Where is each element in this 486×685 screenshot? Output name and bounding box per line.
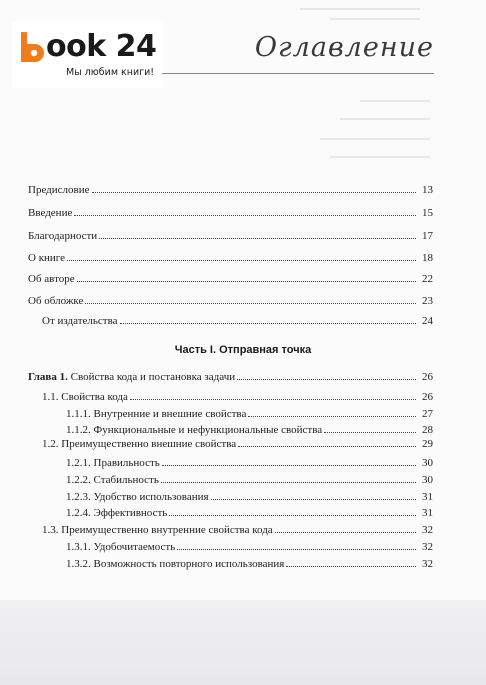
toc-entry-label: О книге (28, 252, 66, 264)
toc-subsection-entry (66, 554, 433, 570)
toc-entry-label: 1.3. Преимущественно внутренние свойства кода (42, 524, 273, 536)
logo-b-mark (20, 32, 46, 64)
toc-entry-page: 23 (422, 295, 433, 307)
toc-section-entry (42, 387, 433, 403)
dot-leader (286, 565, 416, 567)
toc-entry-page: 32 (422, 524, 433, 536)
toc-entry-page: 24 (422, 315, 433, 327)
toc-entry-label: 1.2.3. Удобство использования (66, 491, 209, 503)
toc-entry-label: 1.2.4. Эффективность (66, 507, 168, 519)
dot-leader (324, 431, 416, 433)
page-shadow (0, 600, 486, 685)
toc-section-entry (42, 520, 433, 536)
toc-entry-label: 1.2.2. Стабильность (66, 474, 159, 486)
logo-wordmark: ook 24 (46, 29, 157, 64)
toc-entry-label: 1.1.1. Внутренние и внешние свойства (66, 408, 247, 420)
dot-leader (162, 464, 416, 466)
toc-entry (28, 291, 433, 307)
toc-entry-label: Предисловие (28, 184, 90, 196)
toc-entry-page: 30 (422, 457, 433, 469)
toc-entry-page: 17 (422, 230, 433, 242)
bleed-through-text (300, 8, 420, 10)
bleed-through-text (330, 18, 420, 20)
dot-leader (161, 481, 416, 483)
toc-subsection-entry (66, 537, 433, 553)
toc-entry (28, 203, 433, 219)
dot-leader (237, 378, 416, 380)
toc-entry-label: Об авторе (28, 273, 75, 285)
toc-entry (28, 180, 433, 196)
bleed-through-text (360, 100, 430, 102)
toc-entry-page: 31 (422, 491, 433, 503)
toc-entry-label (28, 371, 235, 383)
dot-leader (85, 302, 416, 304)
toc-entry (28, 226, 433, 242)
toc-subsection-entry (66, 453, 433, 469)
toc-entry-label: Об обложке (28, 295, 84, 307)
chapter-title: Свойства кода и постановка задачи (70, 371, 236, 383)
toc-entry-label: 1.2. Преимущественно внешние свойства (42, 438, 237, 450)
dot-leader (120, 322, 416, 324)
dot-leader (130, 398, 416, 400)
toc-subsection-entry (66, 470, 433, 486)
bleed-through-text (330, 156, 430, 158)
toc-entry-page: 27 (422, 408, 433, 420)
dot-leader (169, 514, 416, 516)
toc-entry-label: 1.3.2. Возможность повторного использования (66, 558, 285, 570)
dot-leader (177, 548, 416, 550)
dot-leader (77, 280, 416, 282)
toc-entry-page: 31 (422, 507, 433, 519)
toc-entry-label: 1.1. Свойства кода (42, 391, 128, 403)
toc-entry (42, 311, 433, 327)
toc-entry-page: 13 (422, 184, 433, 196)
toc-chapter-entry (28, 367, 433, 383)
logo-tagline: Мы любим книги! (66, 67, 155, 78)
part-heading: Часть I. Отправная точка (174, 344, 312, 356)
dot-leader (238, 445, 416, 447)
toc-entry-label: Благодарности (28, 230, 98, 242)
toc-entry-page: 32 (422, 558, 433, 570)
toc-entry-page: 30 (422, 474, 433, 486)
toc-entry-label: 1.3.1. Удобочитаемость (66, 541, 176, 553)
toc-entry-label: Введение (28, 207, 73, 219)
toc-subsection-entry (66, 503, 433, 519)
toc-section-entry (42, 434, 433, 450)
chapter-prefix: Глава 1. (28, 371, 68, 383)
toc-entry-page: 26 (422, 391, 433, 403)
toc-entry (28, 269, 433, 285)
page-title: Оглавление (254, 32, 434, 63)
toc-entry-label: 1.1.2. Функциональные и нефункциональные свойства (66, 424, 323, 436)
toc-entry-label: От издательства (42, 315, 118, 327)
toc-entry-page: 15 (422, 207, 433, 219)
dot-leader (92, 191, 417, 193)
dot-leader (211, 498, 416, 500)
toc-entry-label: 1.2.1. Правильность (66, 457, 160, 469)
toc-entry-page: 29 (422, 438, 433, 450)
bleed-through-text (340, 118, 430, 120)
toc-subsection-entry (66, 487, 433, 503)
toc-entry-page: 26 (422, 371, 433, 383)
toc-entry-page: 28 (422, 424, 433, 436)
book24-logo (12, 22, 162, 88)
dot-leader (275, 531, 416, 533)
toc-entry-page: 22 (422, 273, 433, 285)
toc-entry-page: 18 (422, 252, 433, 264)
toc-entry (28, 248, 433, 264)
dot-leader (99, 237, 416, 239)
dot-leader (67, 259, 416, 261)
dot-leader (74, 214, 416, 216)
toc-entry-page: 32 (422, 541, 433, 553)
toc-subsection-entry (66, 404, 433, 420)
bleed-through-text (320, 138, 430, 140)
dot-leader (248, 415, 416, 417)
title-divider (162, 73, 434, 74)
